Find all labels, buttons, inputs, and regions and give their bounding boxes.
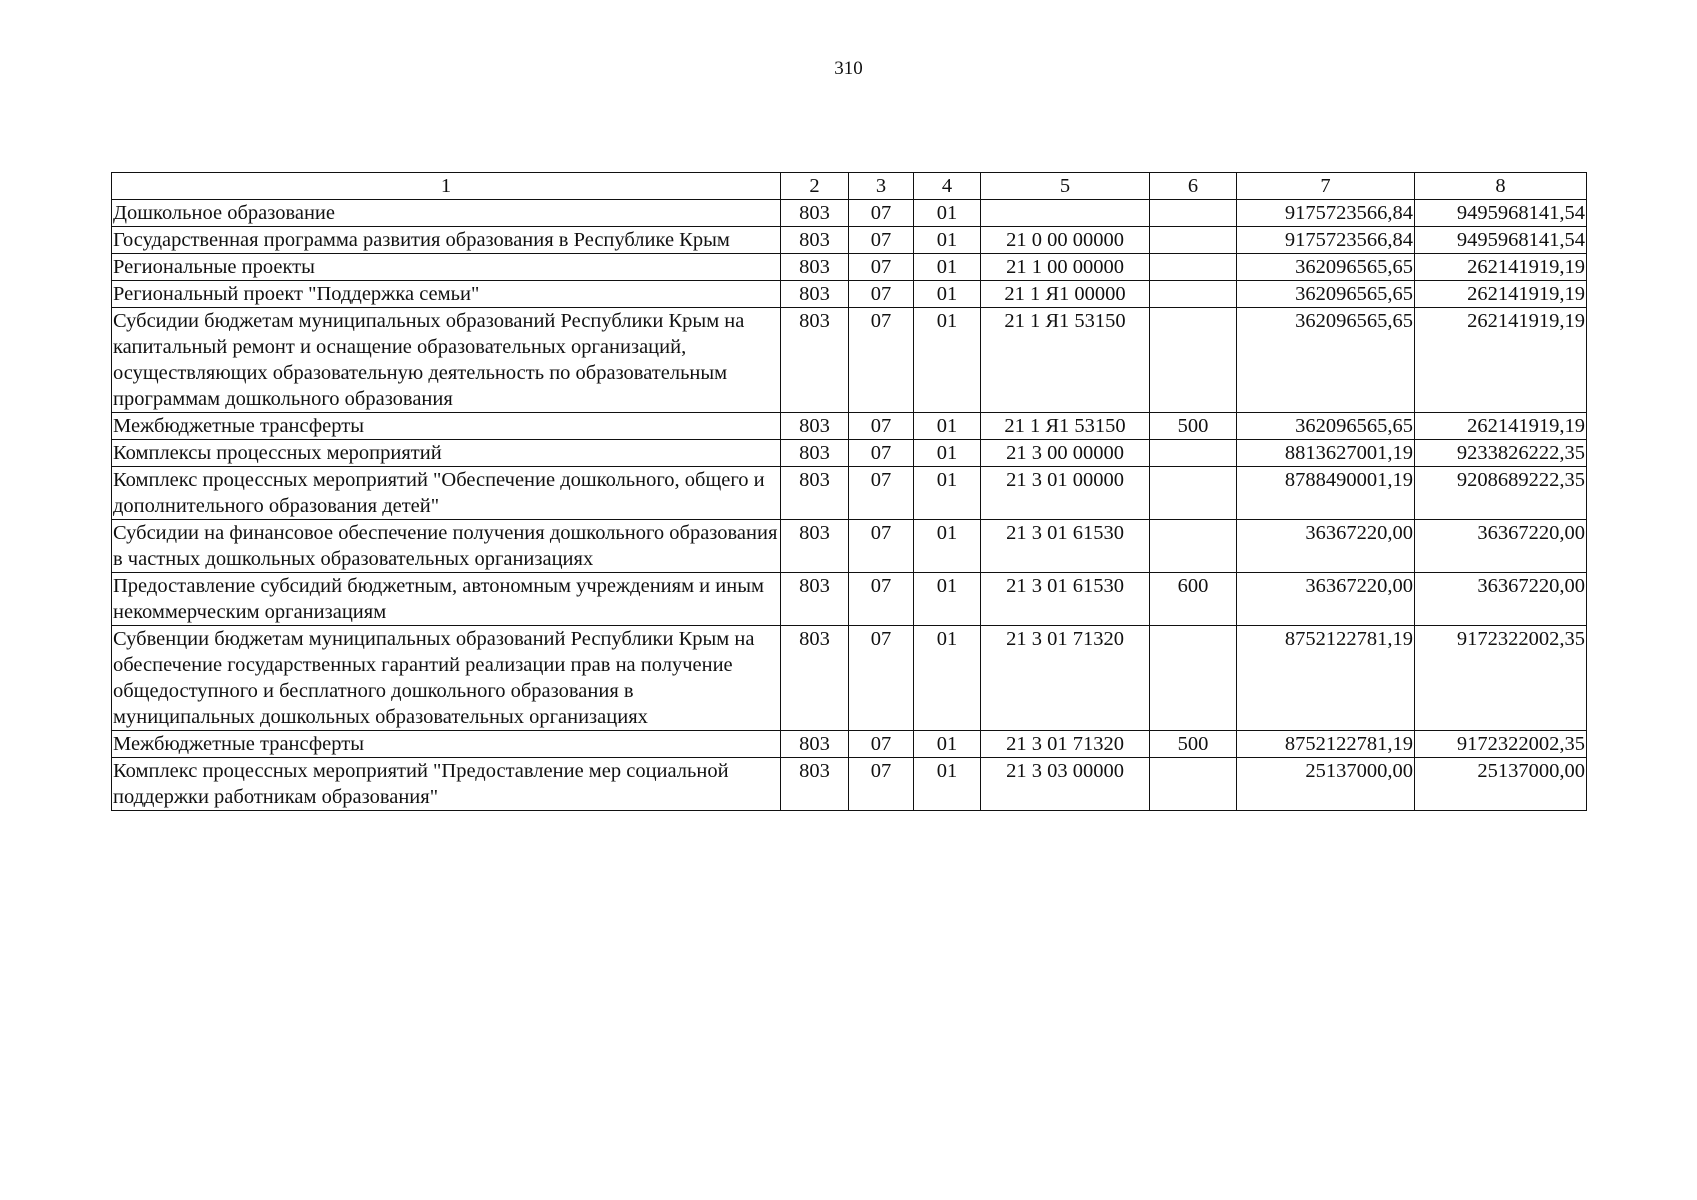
row-name-cell: Дошкольное образование [112, 200, 781, 227]
row-amount-cell: 262141919,19 [1415, 413, 1587, 440]
row-expense-type-cell [1150, 520, 1237, 573]
row-subsection-cell: 01 [914, 413, 981, 440]
row-target-article-cell: 21 3 01 61530 [981, 573, 1150, 626]
row-expense-type-cell [1150, 200, 1237, 227]
header-cell: 2 [781, 173, 849, 200]
row-expense-type-cell: 500 [1150, 731, 1237, 758]
row-amount-cell: 36367220,00 [1415, 520, 1587, 573]
row-expense-type-cell [1150, 227, 1237, 254]
row-section-cell: 07 [849, 467, 914, 520]
row-expense-type-cell [1150, 308, 1237, 413]
row-subsection-cell: 01 [914, 573, 981, 626]
row-amount-cell: 9208689222,35 [1415, 467, 1587, 520]
row-amount-cell: 362096565,65 [1237, 308, 1415, 413]
row-name-cell: Комплексы процессных мероприятий [112, 440, 781, 467]
row-section-cell: 07 [849, 281, 914, 308]
table-row [112, 281, 1587, 308]
row-subsection-cell: 01 [914, 520, 981, 573]
row-amount-cell: 9495968141,54 [1415, 227, 1587, 254]
row-amount-cell: 9233826222,35 [1415, 440, 1587, 467]
row-code-cell: 803 [781, 308, 849, 413]
row-amount-cell: 262141919,19 [1415, 308, 1587, 413]
row-amount-cell: 8752122781,19 [1237, 626, 1415, 731]
row-expense-type-cell: 600 [1150, 573, 1237, 626]
row-name-cell: Субвенции бюджетам муниципальных образований Республики Крым на обеспечение государственных гарантий реализации прав на получение общедоступного и бесплатного дошкольного образования в муниципальных дошкольных образовательных организациях [112, 626, 781, 731]
row-section-cell: 07 [849, 308, 914, 413]
table-row [112, 626, 1587, 731]
row-amount-cell: 9175723566,84 [1237, 200, 1415, 227]
row-section-cell: 07 [849, 413, 914, 440]
row-code-cell: 803 [781, 731, 849, 758]
row-section-cell: 07 [849, 626, 914, 731]
row-amount-cell: 9172322002,35 [1415, 626, 1587, 731]
row-code-cell: 803 [781, 467, 849, 520]
row-amount-cell: 9172322002,35 [1415, 731, 1587, 758]
budget-table [111, 172, 1587, 811]
row-code-cell: 803 [781, 227, 849, 254]
row-expense-type-cell [1150, 758, 1237, 811]
header-cell: 3 [849, 173, 914, 200]
row-expense-type-cell [1150, 626, 1237, 731]
table-row [112, 200, 1587, 227]
header-cell: 7 [1237, 173, 1415, 200]
row-amount-cell: 25137000,00 [1237, 758, 1415, 811]
header-cell: 8 [1415, 173, 1587, 200]
row-subsection-cell: 01 [914, 626, 981, 731]
row-code-cell: 803 [781, 520, 849, 573]
row-amount-cell: 9175723566,84 [1237, 227, 1415, 254]
row-amount-cell: 36367220,00 [1415, 573, 1587, 626]
row-expense-type-cell [1150, 254, 1237, 281]
table-row [112, 573, 1587, 626]
row-section-cell: 07 [849, 731, 914, 758]
table-row [112, 308, 1587, 413]
row-target-article-cell: 21 1 Я1 53150 [981, 308, 1150, 413]
row-code-cell: 803 [781, 413, 849, 440]
row-amount-cell: 262141919,19 [1415, 254, 1587, 281]
row-name-cell: Комплекс процессных мероприятий "Обеспечение дошкольного, общего и дополнительного образования детей" [112, 467, 781, 520]
row-section-cell: 07 [849, 758, 914, 811]
row-target-article-cell: 21 3 01 61530 [981, 520, 1150, 573]
row-code-cell: 803 [781, 626, 849, 731]
row-target-article-cell: 21 3 03 00000 [981, 758, 1150, 811]
table-header-row [112, 173, 1587, 200]
row-name-cell: Государственная программа развития образования в Республике Крым [112, 227, 781, 254]
row-target-article-cell: 21 3 01 71320 [981, 731, 1150, 758]
row-expense-type-cell [1150, 440, 1237, 467]
table-row [112, 467, 1587, 520]
row-amount-cell: 362096565,65 [1237, 254, 1415, 281]
row-target-article-cell: 21 3 00 00000 [981, 440, 1150, 467]
row-subsection-cell: 01 [914, 227, 981, 254]
row-code-cell: 803 [781, 254, 849, 281]
row-code-cell: 803 [781, 281, 849, 308]
row-amount-cell: 8788490001,19 [1237, 467, 1415, 520]
row-target-article-cell: 21 3 01 00000 [981, 467, 1150, 520]
page-number: 310 [834, 58, 863, 79]
row-name-cell: Региональный проект "Поддержка семьи" [112, 281, 781, 308]
row-code-cell: 803 [781, 200, 849, 227]
table-row [112, 758, 1587, 811]
row-amount-cell: 8813627001,19 [1237, 440, 1415, 467]
table-row [112, 440, 1587, 467]
row-amount-cell: 36367220,00 [1237, 573, 1415, 626]
row-target-article-cell [981, 200, 1150, 227]
row-code-cell: 803 [781, 573, 849, 626]
row-subsection-cell: 01 [914, 200, 981, 227]
header-cell: 5 [981, 173, 1150, 200]
row-amount-cell: 25137000,00 [1415, 758, 1587, 811]
row-name-cell: Региональные проекты [112, 254, 781, 281]
row-target-article-cell: 21 0 00 00000 [981, 227, 1150, 254]
table-row [112, 731, 1587, 758]
row-subsection-cell: 01 [914, 758, 981, 811]
row-subsection-cell: 01 [914, 440, 981, 467]
row-target-article-cell: 21 1 Я1 00000 [981, 281, 1150, 308]
row-amount-cell: 8752122781,19 [1237, 731, 1415, 758]
row-name-cell: Субсидии бюджетам муниципальных образований Республики Крым на капитальный ремонт и оснащение образовательных организаций, осуществляющих образовательную деятельность по образовательным программам дошкольного образования [112, 308, 781, 413]
row-section-cell: 07 [849, 227, 914, 254]
table-row [112, 254, 1587, 281]
row-name-cell: Субсидии на финансовое обеспечение получения дошкольного образования в частных дошкольных образовательных организациях [112, 520, 781, 573]
row-section-cell: 07 [849, 200, 914, 227]
row-target-article-cell: 21 1 Я1 53150 [981, 413, 1150, 440]
header-cell: 4 [914, 173, 981, 200]
row-subsection-cell: 01 [914, 281, 981, 308]
row-expense-type-cell [1150, 467, 1237, 520]
header-cell: 6 [1150, 173, 1237, 200]
row-subsection-cell: 01 [914, 308, 981, 413]
table-row [112, 520, 1587, 573]
row-expense-type-cell [1150, 281, 1237, 308]
row-amount-cell: 362096565,65 [1237, 413, 1415, 440]
row-section-cell: 07 [849, 254, 914, 281]
row-amount-cell: 36367220,00 [1237, 520, 1415, 573]
row-section-cell: 07 [849, 520, 914, 573]
row-amount-cell: 9495968141,54 [1415, 200, 1587, 227]
row-subsection-cell: 01 [914, 731, 981, 758]
row-name-cell: Комплекс процессных мероприятий "Предоставление мер социальной поддержки работникам образования" [112, 758, 781, 811]
table-row [112, 413, 1587, 440]
row-code-cell: 803 [781, 758, 849, 811]
row-target-article-cell: 21 1 00 00000 [981, 254, 1150, 281]
table-row [112, 227, 1587, 254]
row-name-cell: Предоставление субсидий бюджетным, автономным учреждениям и иным некоммерческим организациям [112, 573, 781, 626]
row-code-cell: 803 [781, 440, 849, 467]
row-name-cell: Межбюджетные трансферты [112, 413, 781, 440]
row-subsection-cell: 01 [914, 467, 981, 520]
row-subsection-cell: 01 [914, 254, 981, 281]
header-cell: 1 [112, 173, 781, 200]
row-amount-cell: 362096565,65 [1237, 281, 1415, 308]
row-expense-type-cell: 500 [1150, 413, 1237, 440]
row-section-cell: 07 [849, 440, 914, 467]
row-amount-cell: 262141919,19 [1415, 281, 1587, 308]
row-target-article-cell: 21 3 01 71320 [981, 626, 1150, 731]
row-section-cell: 07 [849, 573, 914, 626]
row-name-cell: Межбюджетные трансферты [112, 731, 781, 758]
